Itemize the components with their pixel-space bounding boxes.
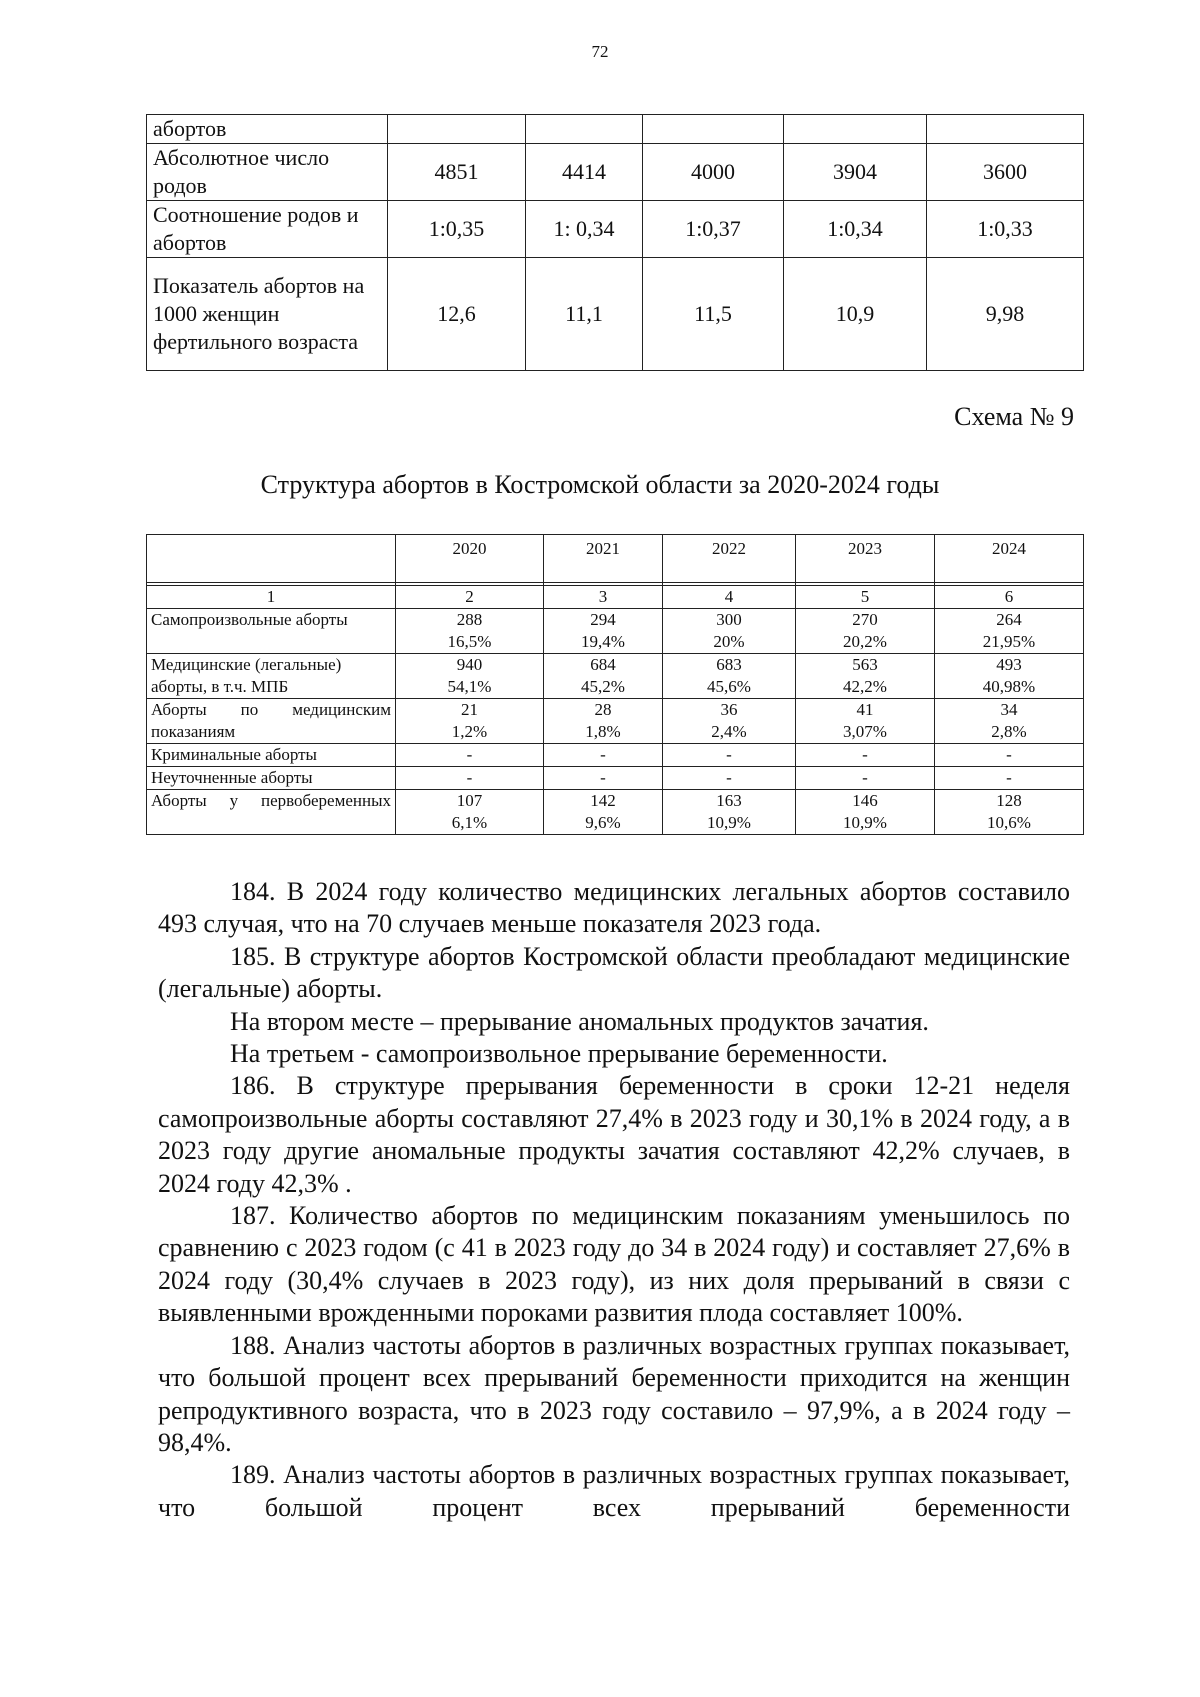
- schema-title: Структура абортов в Костромской области за 2020-2024 годы: [260, 470, 940, 499]
- row-label: Неуточненные аборты: [147, 767, 396, 790]
- row-label: Аборты по медицинским показаниям: [147, 699, 396, 744]
- row-label: Криминальные аборты: [147, 744, 396, 767]
- table-cell: 1:0,35: [388, 201, 526, 258]
- table-cell: [388, 115, 526, 144]
- column-number-row: [147, 586, 1084, 609]
- table-row: [147, 115, 1084, 144]
- table-cell: 107 6,1%: [396, 790, 544, 835]
- paragraph-third-place: На третьем - самопроизвольное прерывание беременности.: [230, 1039, 888, 1069]
- year-header: 2020: [396, 535, 544, 583]
- table-cell: 493 40,98%: [935, 654, 1084, 699]
- table-cell: 3904: [784, 144, 927, 201]
- row-label: Соотношение родов и абортов: [147, 201, 388, 258]
- table-cell: 11,5: [643, 258, 784, 371]
- table-cell: 34 2,8%: [935, 699, 1084, 744]
- table-cell: -: [663, 767, 796, 790]
- row-label: Медицинские (легальные) аборты, в т.ч. МПБ: [147, 654, 396, 699]
- paragraph-185: 185. В структуре абортов Костромской области преобладают медицинские (легальные) аборты.: [158, 941, 1070, 1004]
- table-cell: -: [796, 744, 935, 767]
- table-cell: -: [544, 744, 663, 767]
- table-cell: 163 10,9%: [663, 790, 796, 835]
- table-cell: -: [935, 767, 1084, 790]
- table-cell: 3600: [927, 144, 1084, 201]
- row-label: Показатель абортов на 1000 женщин фертильного возраста: [147, 258, 388, 371]
- table-cell: 294 19,4%: [544, 609, 663, 654]
- table-cell: 21 1,2%: [396, 699, 544, 744]
- header-corner: [147, 535, 396, 583]
- column-number: 1: [147, 586, 396, 609]
- abortion-structure-table: [146, 534, 1084, 835]
- year-header: 2021: [544, 535, 663, 583]
- table-row: [147, 144, 1084, 201]
- table-cell: 563 42,2%: [796, 654, 935, 699]
- table-cell: 4000: [643, 144, 784, 201]
- column-number: 4: [663, 586, 796, 609]
- table-row: [147, 654, 1084, 699]
- paragraph-187: 187. Количество абортов по медицинским показаниям уменьшилось по сравнению с 2023 годом (с 41 в 2023 году до 34 в 2024 году) и составляет 27,6% в 2024 году (30,4% случаев в 2023 году), из них доля прерываний в связи с выявленными врожденными пороками развития плода составляет 100%.: [158, 1201, 1070, 1328]
- body-text: [158, 876, 1070, 1524]
- table-row: [147, 201, 1084, 258]
- table-cell: 12,6: [388, 258, 526, 371]
- column-number: 3: [544, 586, 663, 609]
- table-cell: -: [396, 744, 544, 767]
- table-row: [147, 744, 1084, 767]
- table-cell: 940 54,1%: [396, 654, 544, 699]
- table-row: [147, 790, 1084, 835]
- table-row: [147, 699, 1084, 744]
- schema-number: Схема № 9: [954, 402, 1074, 431]
- table-cell: [643, 115, 784, 144]
- table-cell: 146 10,9%: [796, 790, 935, 835]
- table-cell: [526, 115, 643, 144]
- table-row: [147, 258, 1084, 371]
- page-number: 72: [591, 42, 609, 61]
- year-header-row: [147, 535, 1084, 583]
- table-cell: 128 10,6%: [935, 790, 1084, 835]
- table-cell: 270 20,2%: [796, 609, 935, 654]
- table-cell: 36 2,4%: [663, 699, 796, 744]
- row-label: Аборты у первобеременных: [147, 790, 396, 835]
- column-number: 6: [935, 586, 1084, 609]
- table-cell: 1:0,33: [927, 201, 1084, 258]
- table-cell: 288 16,5%: [396, 609, 544, 654]
- column-number: 5: [796, 586, 935, 609]
- table-cell: 9,98: [927, 258, 1084, 371]
- table-cell: 683 45,6%: [663, 654, 796, 699]
- table-cell: -: [663, 744, 796, 767]
- column-number: 2: [396, 586, 544, 609]
- paragraph-189: 189. Анализ частоты абортов в различных возрастных группах показывает, что большой процент всех прерываний беременности: [158, 1460, 1070, 1522]
- row-label: абортов: [147, 115, 388, 144]
- table-cell: 1:0,37: [643, 201, 784, 258]
- table-row: [147, 609, 1084, 654]
- year-header: 2022: [663, 535, 796, 583]
- table-cell: [927, 115, 1084, 144]
- table-cell: 11,1: [526, 258, 643, 371]
- paragraph-186: 186. В структуре прерывания беременности в сроки 12-21 неделя самопроизвольные аборты составляют 27,4% в 2023 году и 30,1% в 2024 году, а в 2023 году другие аномальные продукты зачатия составляют 42,2% случаев, в 2024 году 42,3% .: [158, 1071, 1070, 1198]
- row-label: Абсолютное число родов: [147, 144, 388, 201]
- table-cell: 28 1,8%: [544, 699, 663, 744]
- births-abortions-table: [146, 114, 1084, 371]
- table-cell: 10,9: [784, 258, 927, 371]
- table-cell: 1: 0,34: [526, 201, 643, 258]
- table-cell: 142 9,6%: [544, 790, 663, 835]
- table-cell: -: [544, 767, 663, 790]
- table-row: [147, 767, 1084, 790]
- table-cell: [784, 115, 927, 144]
- row-label: Самопроизвольные аборты: [147, 609, 396, 654]
- paragraph-184: 184. В 2024 году количество медицинских легальных абортов составило 493 случая, что на 70 случаев меньше показателя 2023 года.: [158, 877, 1070, 939]
- table-cell: 684 45,2%: [544, 654, 663, 699]
- table-cell: 4851: [388, 144, 526, 201]
- table-cell: -: [796, 767, 935, 790]
- table-cell: 4414: [526, 144, 643, 201]
- year-header: 2024: [935, 535, 1084, 583]
- table-cell: 264 21,95%: [935, 609, 1084, 654]
- paragraph-188: 188. Анализ частоты абортов в различных возрастных группах показывает, что большой процент всех прерываний беременности приходится на женщин репродуктивного возраста, что в 2023 году составило – 97,9%, а в 2024 году – 98,4%.: [158, 1330, 1070, 1457]
- table-cell: 41 3,07%: [796, 699, 935, 744]
- table-cell: -: [935, 744, 1084, 767]
- table-cell: -: [396, 767, 544, 790]
- year-header: 2023: [796, 535, 935, 583]
- table-cell: 1:0,34: [784, 201, 927, 258]
- table-cell: 300 20%: [663, 609, 796, 654]
- paragraph-second-place: На втором месте – прерывание аномальных продуктов зачатия.: [230, 1006, 929, 1036]
